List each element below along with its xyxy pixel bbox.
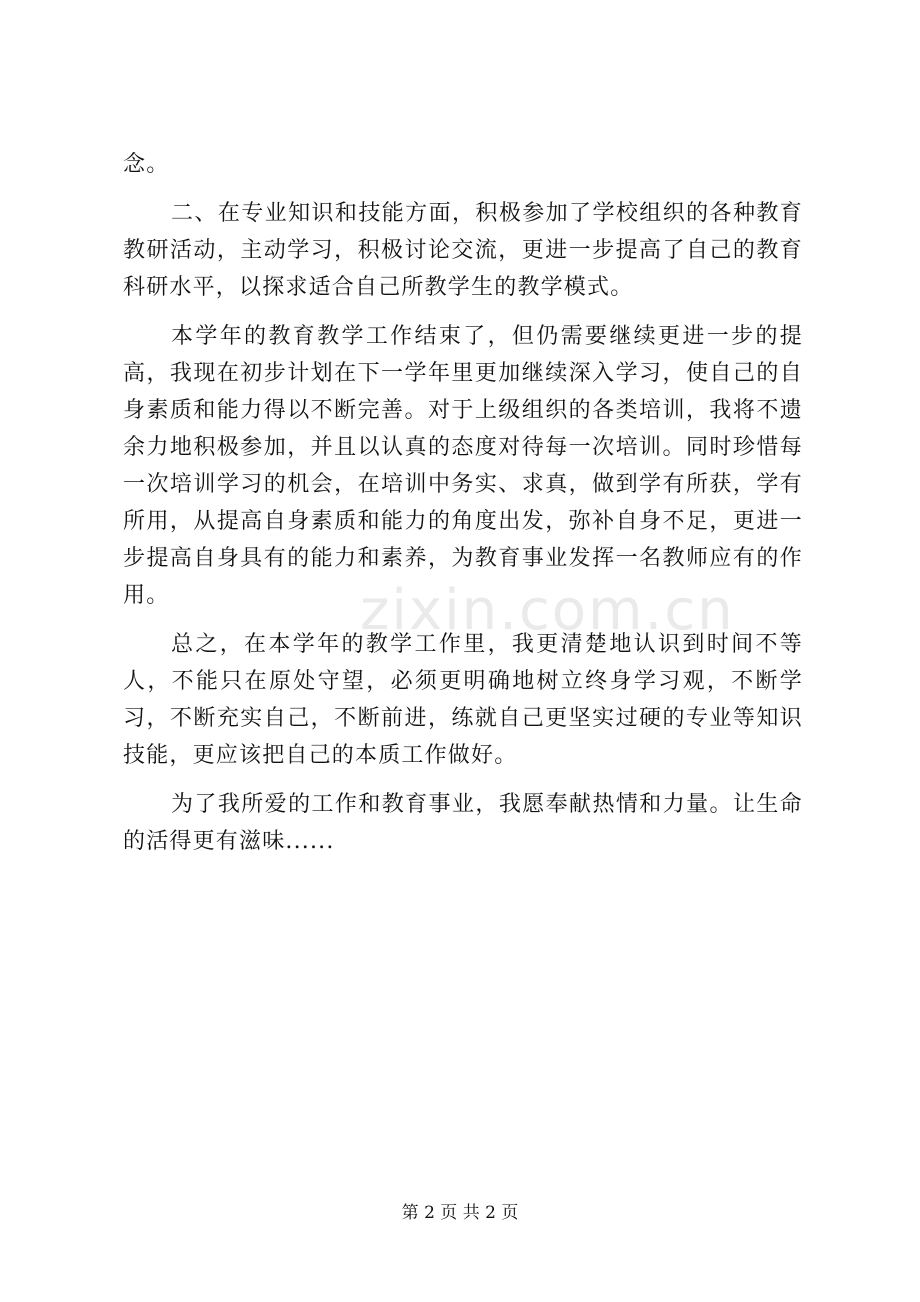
paragraph-plan: 本学年的教育教学工作结束了，但仍需要继续更进一步的提高，我现在初步计划在下一学年里更加继续深入学习，使自己的自身素质和能力得以不断完善。对于上级组织的各类培训，我将不遗余力地积极参加，并且以认真的态度对待每一次培训。同时珍惜每一次培训学习的机会，在培训中务实、求真，做到学有所获，学有所用，从提高自身素质和能力的角度出发，弥补自身不足，更进一步提高自身具有的能力和素养，为教育事业发挥一名教师应有的作用。 [123, 324, 803, 608]
watermark-text: zixin.com.cn [360, 578, 735, 643]
paragraph-summary: 总之，在本学年的教学工作里，我更清楚地认识到时间不等人，不能只在原处守望，必须更明确地树立终身学习观，不断学习，不断充实自己，不断前进，练就自己更坚实过硬的专业等知识技能，更应该把自己的本质工作做好。 [123, 632, 803, 768]
paragraph-continuation: 念。 [123, 152, 170, 177]
paragraph-skills: 二、在专业知识和技能方面，积极参加了学校组织的各种教育教研活动，主动学习，积极讨论交流，更进一步提高了自己的教育科研水平，以探求适合自己所教学生的教学模式。 [123, 201, 803, 300]
page-footer: 第 2 页 共 2 页 [401, 1203, 519, 1223]
document-body [123, 146, 803, 872]
paragraph-closing: 为了我所爱的工作和教育事业，我愿奉献热情和力量。让生命的活得更有滋味...... [123, 792, 803, 854]
